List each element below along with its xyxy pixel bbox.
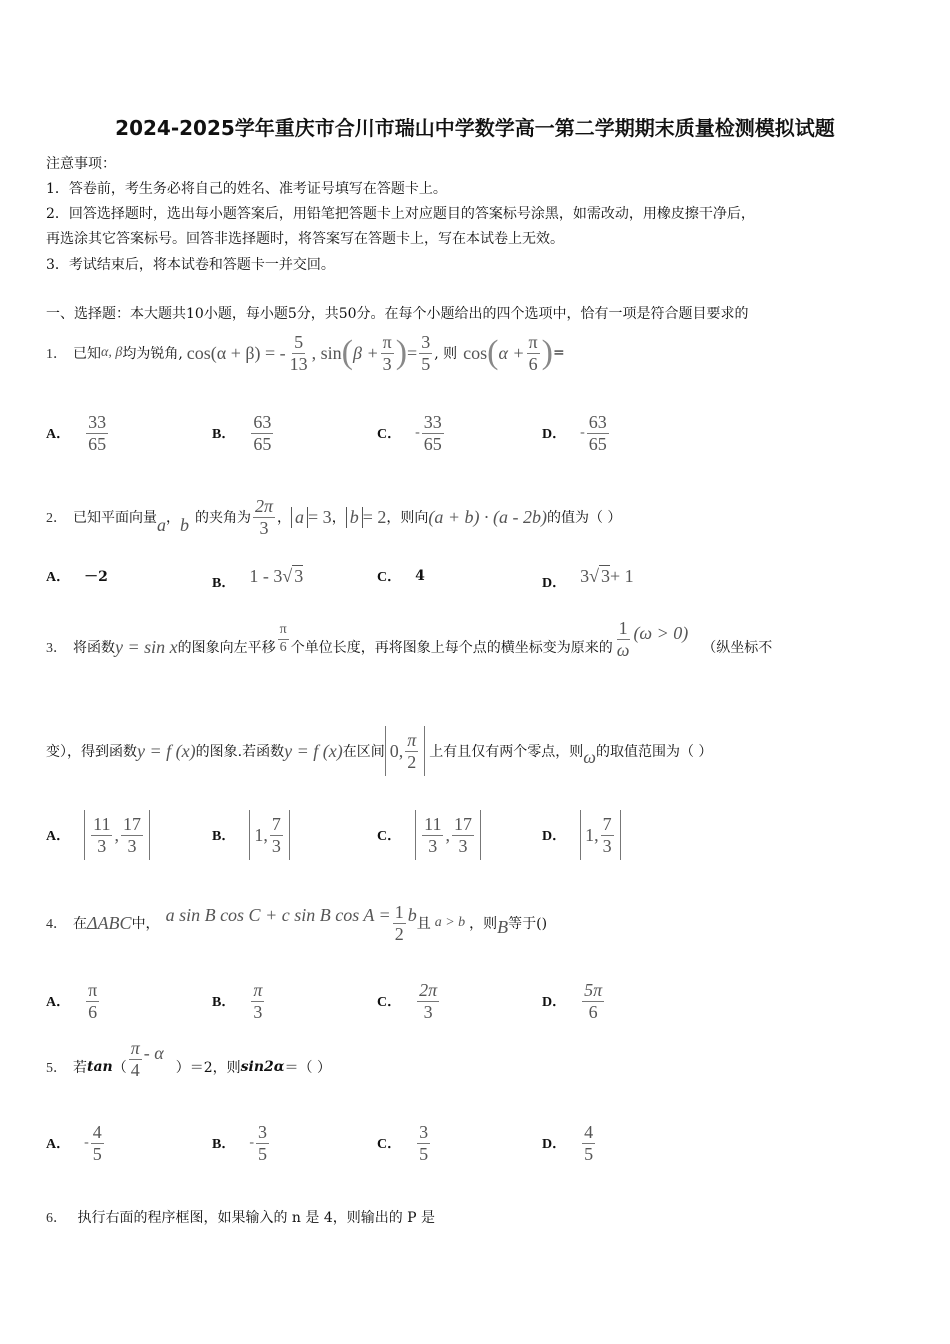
question-text: 且 — [416, 916, 431, 932]
paren-open: ( — [341, 334, 353, 371]
fraction: $\frac{3}{5}$ — [421, 331, 431, 374]
option-d[interactable]: D． 1, $\frac{7}{3}$ — [542, 810, 621, 860]
page-title: 2024-2025学年重庆市合川市瑞山中学数学高一第二学期期末质量检测模拟试题 — [115, 116, 835, 140]
fraction: $\frac{\pi}{6}$ — [279, 622, 287, 655]
question-1 — [46, 330, 565, 376]
question-text: 将函数 — [73, 640, 115, 656]
question-text: = — [552, 345, 565, 361]
math-expr: b — [407, 904, 417, 925]
question-number: 5． — [46, 1061, 67, 1076]
option-d[interactable]: D． 3 √ 3 + 1 — [542, 565, 634, 591]
math-expr: y = f (x) — [284, 740, 343, 761]
math-expr: a sin B cos C + c sin B cos A = — [165, 904, 391, 925]
option-c[interactable]: C． 4 — [377, 568, 425, 585]
notes-heading: 注意事项： — [46, 156, 116, 172]
question-text: ， — [277, 510, 292, 526]
option-a[interactable]: A． $\frac{33}{65}$ — [46, 412, 107, 454]
question-text: 上有且仅有两个零点，则 — [429, 744, 584, 760]
question-number: 2． — [46, 511, 67, 526]
math-expr: tan — [87, 1059, 113, 1075]
vector-b: b — [180, 514, 189, 535]
question-3 — [46, 617, 773, 672]
option-b[interactable]: B． 1, $\frac{7}{3}$ — [212, 810, 290, 860]
math-expr: ω — [583, 746, 596, 767]
question-5 — [46, 1037, 331, 1092]
question-text: 的图象.若函数 — [195, 744, 285, 760]
question-text: 中， — [131, 916, 160, 932]
notes-item: 1．答卷前，考生务必将自己的姓名、准考证号填写在答题卡上。 — [46, 181, 447, 197]
question-text: 的图象向左平移 — [177, 640, 276, 656]
question-text: 的夹角为 — [195, 510, 251, 526]
vector-a: a — [157, 514, 166, 535]
math-vars: α, β — [101, 345, 123, 360]
option-b[interactable]: B． $\frac{\pi}{3}$ — [212, 980, 263, 1022]
section-heading: 一、选择题：本大题共10小题，每小题5分，共50分。在每个小题给出的四个选项中，恰有一项是符合题目要求的 — [46, 306, 749, 322]
fraction: $\frac{1}{2}$ — [394, 901, 404, 944]
question-text: , 则 — [434, 346, 458, 362]
question-text: （ — [112, 1060, 127, 1076]
paren-open: ( — [487, 334, 499, 371]
fraction: $\frac{\pi}{3}$ — [382, 331, 392, 374]
math-expr: cos — [463, 342, 488, 363]
option-d[interactable]: D． $\frac{5\pi}{6}$ — [542, 980, 603, 1022]
question-3-cont — [46, 726, 712, 776]
question-text: ，则向 — [386, 510, 429, 526]
question-text: 等于() — [508, 916, 548, 932]
option-b[interactable]: B． $\frac{63}{65}$ — [212, 412, 272, 454]
math-expr: α + — [498, 342, 525, 363]
option-c[interactable]: C． $\frac{11}{3}$ , $\frac{17}{3}$ — [377, 810, 481, 860]
question-4 — [46, 898, 547, 948]
question-text: ）＝2，则 — [175, 1060, 241, 1076]
fraction: $\frac{1}{\omega}$ — [616, 617, 630, 660]
question-text: 在区间 — [342, 744, 385, 760]
interval: 0, $\frac{\pi}{2}$ — [385, 726, 426, 776]
question-text: ，则 — [469, 916, 498, 932]
paren-close: ) — [395, 334, 408, 371]
fraction: $\frac{\pi}{6}$ — [528, 331, 538, 374]
question-text: ， — [331, 510, 346, 526]
option-d[interactable]: D． $\frac{4}{5}$ — [542, 1122, 594, 1164]
question-text: （纵坐标不 — [702, 640, 773, 656]
math-expr: (ω > 0) — [633, 622, 689, 643]
math-expr: β + — [353, 342, 379, 363]
fraction: $\frac{2\pi}{3}$ — [255, 495, 274, 538]
question-6 — [46, 1207, 435, 1227]
question-text: 的值为（ ） — [546, 510, 622, 526]
option-a[interactable]: A． －2 — [46, 569, 108, 585]
option-a[interactable]: A． $\frac{\pi}{6}$ — [46, 980, 98, 1022]
option-c[interactable]: C． $\frac{2\pi}{3}$ — [377, 980, 438, 1022]
abs-b: b — [346, 507, 363, 528]
question-text: 变），得到函数 — [46, 744, 137, 760]
math-expr: cos(α + β) = - — [186, 342, 286, 363]
question-text: ＝（ ） — [284, 1060, 331, 1076]
math-expr: (a + b) · (a - 2b) — [428, 506, 547, 527]
notes-item: 3．考试结束后，将本试卷和答题卡一并交回。 — [46, 257, 335, 273]
option-b[interactable]: B． 1 - 3 √ 3 — [212, 565, 304, 591]
question-text: 执行右面的程序框图，如果输入的 n 是 4，则输出的 P 是 — [77, 1210, 436, 1226]
question-number: 1． — [46, 347, 67, 362]
question-number: 4． — [46, 917, 67, 932]
math-expr: - α — [143, 1042, 164, 1063]
paren-close: ) — [541, 334, 553, 371]
question-2 — [46, 494, 621, 540]
fraction: $\frac{5}{13}$ — [289, 331, 308, 374]
option-c[interactable]: C． - $\frac{33}{65}$ — [377, 412, 442, 454]
question-text: ， — [166, 510, 180, 526]
math-expr: ΔABC — [87, 912, 132, 933]
question-text: 的取值范围为（ ） — [595, 744, 713, 760]
math-expr: , sin — [311, 342, 342, 363]
option-a[interactable]: A． $\frac{11}{3}$ , $\frac{17}{3}$ — [46, 810, 150, 860]
math-expr: = 2 — [362, 506, 387, 527]
question-text: 已知平面向量 — [73, 510, 157, 526]
math-expr: sin2α — [240, 1059, 285, 1075]
math-expr: y = f (x) — [137, 740, 196, 761]
abs-a: a — [291, 507, 308, 528]
notes-item: 2．回答选择题时，选出每小题答案后，用铅笔把答题卡上对应题目的答案标号涂黑，如需改动，用橡皮擦干净后， — [46, 206, 755, 222]
question-text: 在 — [73, 916, 87, 932]
question-text: 个单位长度，再将图象上每个点的横坐标变为原来的 — [290, 640, 613, 656]
option-c[interactable]: C． $\frac{3}{5}$ — [377, 1122, 429, 1164]
question-text: 若 — [73, 1060, 87, 1076]
option-d[interactable]: D． - $\frac{63}{65}$ — [542, 412, 607, 454]
question-text: 已知 — [73, 346, 101, 362]
question-text: 均为锐角, — [122, 346, 183, 362]
math-expr: a > b — [434, 915, 466, 930]
question-number: 3． — [46, 641, 67, 656]
math-expr: y = sin x — [115, 636, 178, 657]
option-a[interactable]: A． - $\frac{4}{5}$ — [46, 1122, 102, 1164]
question-number: 6． — [46, 1211, 67, 1226]
option-b[interactable]: B． - $\frac{3}{5}$ — [212, 1122, 268, 1164]
notes-item: 再选涂其它答案标号。回答非选择题时，将答案写在答题卡上，写在本试卷上无效。 — [46, 231, 564, 247]
math-expr: = 3 — [308, 506, 332, 527]
math-expr: B — [497, 916, 509, 937]
fraction: $\frac{\pi}{4}$ — [130, 1037, 140, 1080]
math-expr: = — [407, 342, 418, 363]
